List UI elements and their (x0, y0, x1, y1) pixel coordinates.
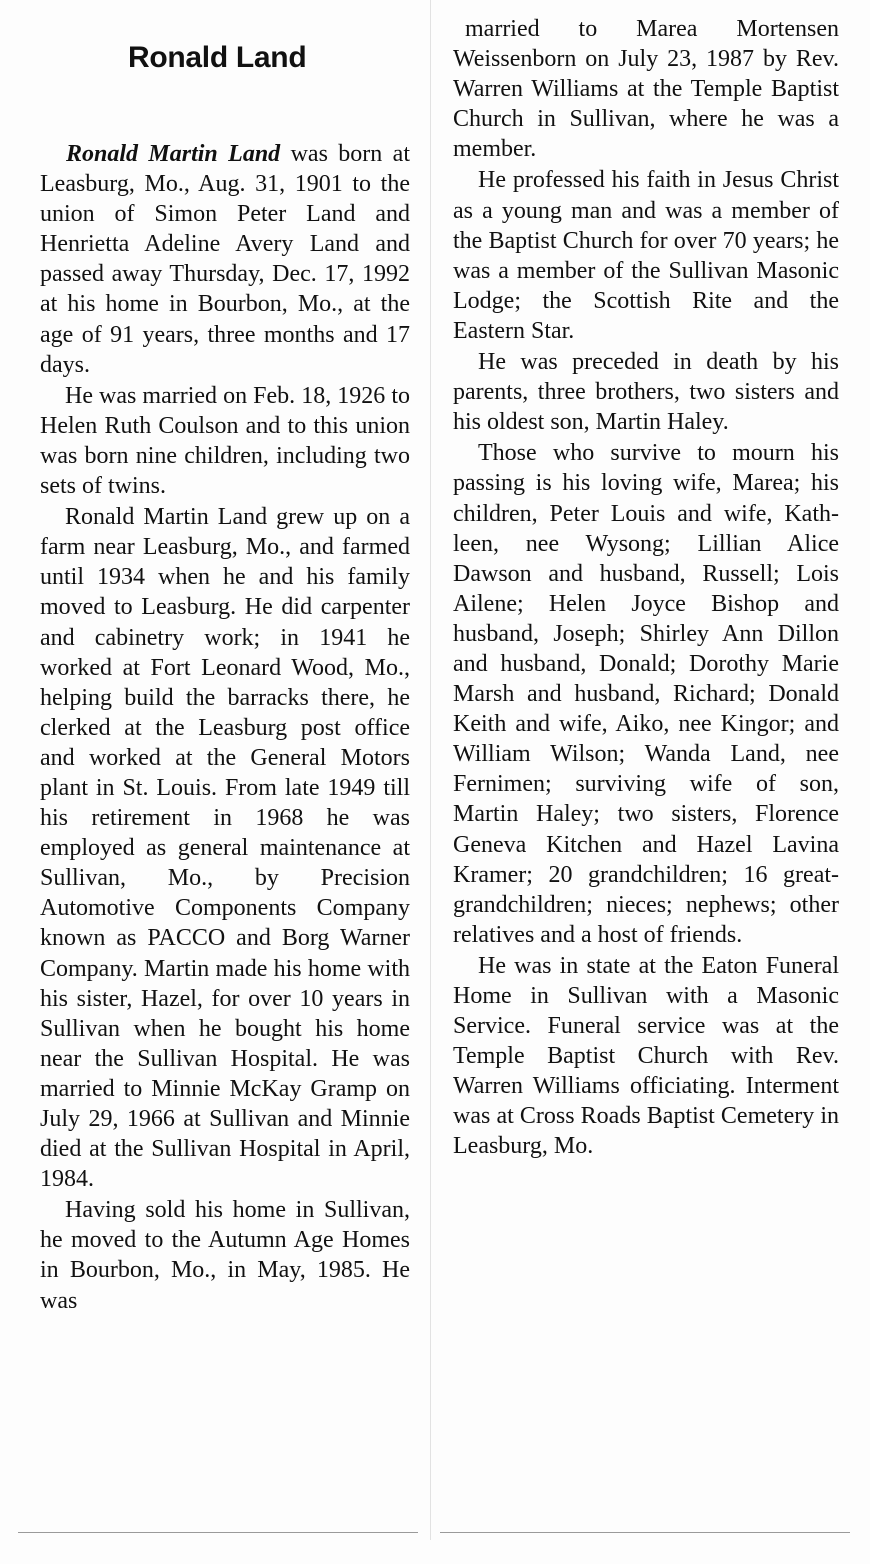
left-column (40, 139, 410, 1316)
deceased-full-name: Ronald Martin Land (66, 141, 281, 167)
paragraph-first-marriage: He was married on Feb. 18, 1926 to Helen Ruth Coulson and to this union was born nine children, including two sets of twins. (40, 382, 410, 500)
right-column (453, 14, 839, 1162)
bottom-rule-right (440, 1532, 850, 1533)
birth-and-death-text: was born at Leasburg, Mo., Aug. 31, 1901 to the union of Simon Peter Land and Henrietta Adeline Avery Land and passed away Thursday, Dec. 17, 1992 at his home in Bourbon, Mo., at the age of 91 years, three months and 17 days. (40, 141, 410, 378)
paragraph-faith: He professed his faith in Jesus Christ as a young man and was a member of the Baptist Church for over 70 years; he was a member of the Sullivan Masonic Lodge; the Scottish Rite and the Eastern Star. (453, 167, 839, 344)
bottom-rule-left (18, 1532, 418, 1533)
paragraph-preceded: He was preceded in death by his parents, three brothers, two sisters and his oldest son, Martin Haley. (453, 349, 839, 436)
paragraph-career: Ronald Martin Land grew up on a farm near Leasburg, Mo., and farmed until 1934 when he and his family moved to Leasburg. He did carpenter and cabinetry work; in 1941 he worked at Fort Leonard Wood, Mo., helping build the barracks there, he clerked at the Leasburg post office and worked at the General Motors plant in St. Louis. From late 1949 till his retirement in 1968 he was employed as general maintenance at Sullivan, Mo., by Precision Automotive Components Company known as PACCO and Borg Warner Company. Martin made his home with his sister, Hazel, for over 10 years in Sullivan when he bought his home near the Sullivan Hospital. He was married to Minnie McKay Gramp on July 29, 1966 at Sullivan and Minnie died at the Sullivan Hospital in April, 1984. (40, 504, 410, 1193)
paragraph-move: Having sold his home in Sullivan, he moved to the Autumn Age Homes in Bourbon, Mo., in May, 1985. He was (40, 1197, 410, 1314)
column-divider (430, 0, 431, 1540)
paragraph-services: He was in state at the Eaton Funeral Home in Sullivan with a Masonic Service. Funeral service was at the Temple Baptist Church with Rev. Warren Williams officiating. Interment was at Cross Roads Baptist Cemetery in Leasburg, Mo. (453, 952, 839, 1160)
paragraph-second-marriage: married to Marea Mortensen Weissenborn on July 23, 1987 by Rev. Warren Williams at the Temple Baptist Church in Sullivan, where he was a member. (453, 16, 839, 163)
paragraph-survivors: Those who survive to mourn his passing is his loving wife, Marea; his children, Peter Louis and wife, Kathleen, nee Wysong; Lillian Alice Dawson and husband, Russell; Lois Ailene; Helen Joyce Bishop and husband, Joseph; Shirley Ann Dillon and husband, Donald; Dorothy Marie Marsh and husband, Richard; Donald Keith and wife, Aiko, nee Kingor; and William Wilson; Wanda Land, nee Fernimen; surviving wife of son, Martin Haley; two sisters, Florence Geneva Kitchen and Hazel Lavina Kramer; 20 grandchildren; 16 great-grandchildren; nieces; nephews; other relatives and a host of friends. (453, 440, 839, 948)
obituary-headline: Ronald Land (128, 41, 307, 74)
paragraph-birth (40, 139, 410, 380)
